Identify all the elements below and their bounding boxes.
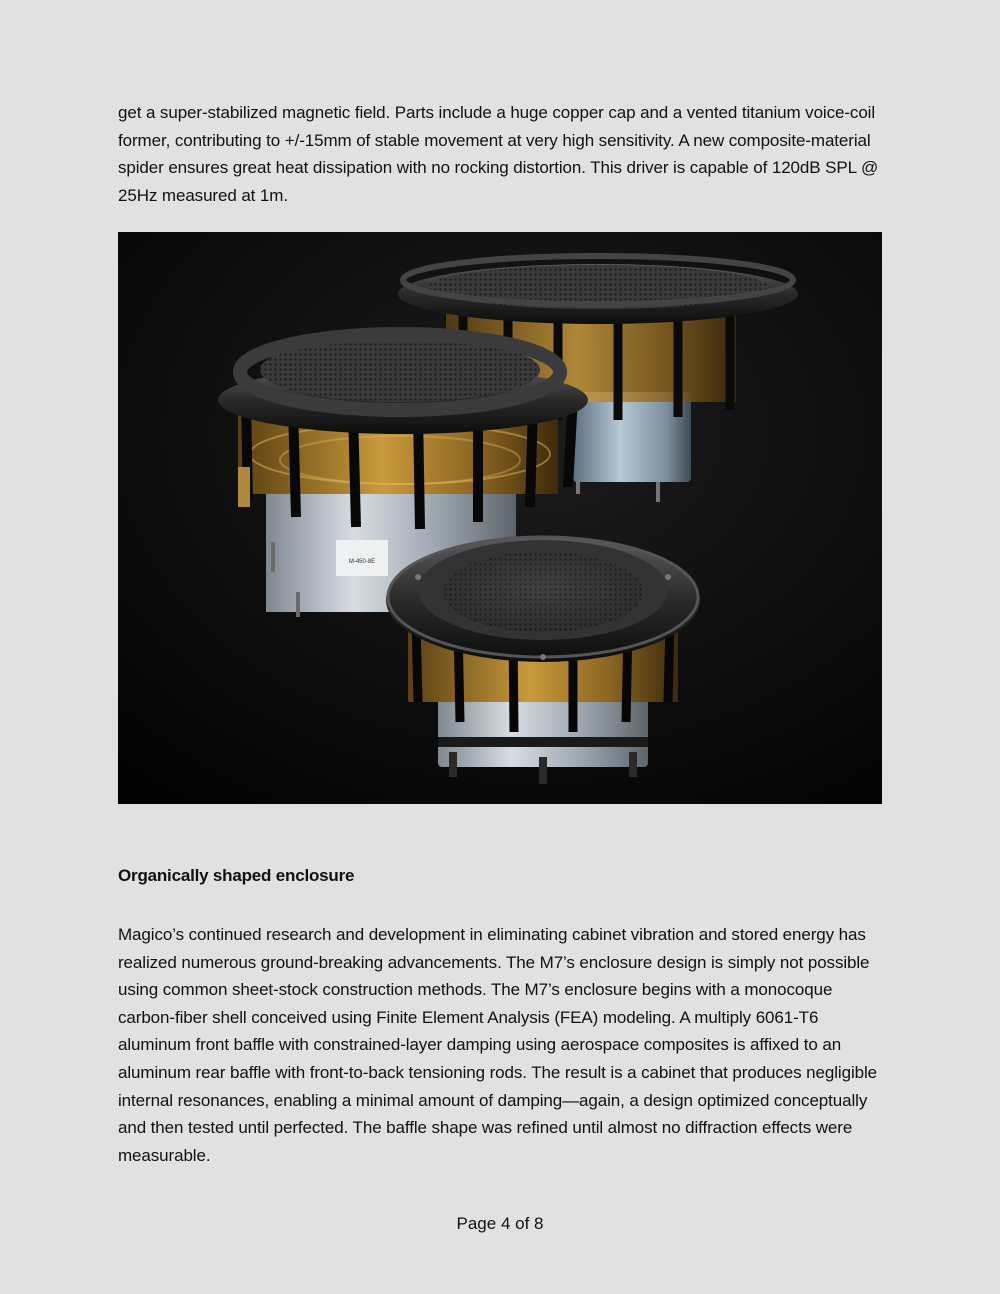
- intro-paragraph: get a super-stabilized magnetic field. Parts include a huge copper cap and a vented titanium voice-coil former, contributing to +/-15mm of stable movement at very high sensitivity. A new composite-material spider ensures great heat dissipation with no rocking distortion. This driver is capable of 120dB SPL @ 25Hz measured at 1m.: [118, 103, 879, 205]
- section-heading: Organically shaped enclosure: [118, 866, 355, 885]
- section-paragraph: Magico’s continued research and development in eliminating cabinet vibration and stored energy has realized numerous ground-breaking advancements. The M7’s enclosure design is simply not possible using common sheet-stock construction methods. The M7’s enclosure begins with a monocoque carbon-fiber shell conceived using Finite Element Analysis (FEA) modeling. A multiply 6061-T6 aluminum front baffle with constrained-layer damping using aerospace composites is affixed to an aluminum rear baffle with front-to-back tensioning rods. The result is a cabinet that produces negligible internal resonances, enabling a minimal amount of damping—again, a design optimized conceptually and then tested until perfected. The baffle shape was refined until almost no diffraction effects were measurable.: [118, 925, 878, 1165]
- driver-label-text: M-450-8E: [348, 559, 376, 565]
- page-number: Page 4 of 8: [456, 1214, 544, 1233]
- speaker-drivers-photo: [118, 232, 882, 804]
